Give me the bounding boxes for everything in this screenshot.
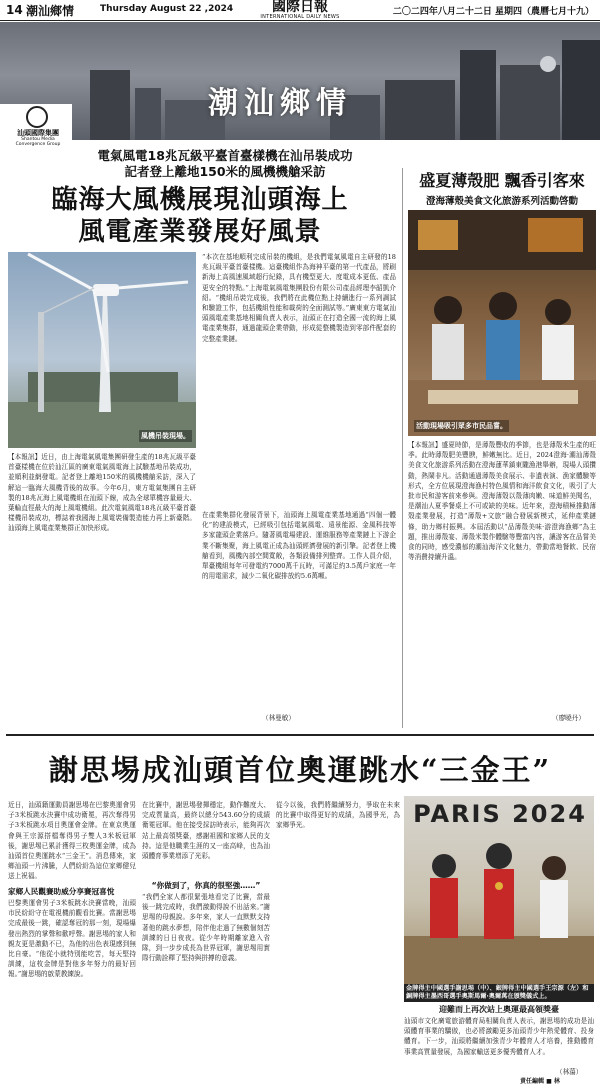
logo-name: 汕頭國際集團 bbox=[17, 129, 59, 137]
banner-title: 潮汕鄉情 bbox=[208, 86, 352, 121]
page-number: 14 bbox=[6, 3, 23, 17]
bottom-column-1: 近日，汕頭籍運動員謝思埸在巴黎奧運會男子3米板跳水決賽中成功衛冕，再次奪得男子3米板跳水項目奧運會金牌。在東京奧運會與王宗源搭檔奪得男子雙人3米板冠軍後，謝思埸已累計獲得三枚奧運金牌，成為汕頭首位奧運跳水“三金王”。消息傳來，家鄉汕頭一片沸騰，人們紛紛為這位家鄉健兒送上祝福。 bbox=[8, 801, 136, 881]
main-article-byline: （林曼敏） bbox=[262, 714, 295, 722]
bottom-section-head-2: “你做到了，你真的很堅強……” bbox=[151, 881, 261, 890]
bottom-column-3a: 從今以後，我們將繼續努力，爭取在未來的比賽中取得更好的成績，為國爭光，為家鄉爭光。 bbox=[276, 801, 400, 830]
paris-2024-text: PARIS 2024 bbox=[413, 800, 587, 828]
bottom-headline: 謝思埸成汕頭首位奧運跳水“三金王” bbox=[48, 753, 552, 787]
bottom-article-byline: （林蕩） bbox=[556, 1068, 583, 1076]
bottom-column-2b: “我們全家人都很緊張地看完了比賽，當最後一跳完成時，我們激動得說不出話來。”謝思埸的母親說。多年來，家人一直默默支持著他的跳水夢想，陪伴他走過了無數個刻苦訓練的日日夜夜。從少年時期離家進入省隊，到一步步成長為世界冠軍，謝思埸用實際行動詮釋了堅持與拼搏的意義。 bbox=[142, 893, 270, 963]
logo-english: Shantou Media Convergence Group bbox=[15, 137, 61, 147]
media-group-logo bbox=[6, 106, 66, 146]
main-subheadline-line-1: 電氣風電18兆瓦級平臺首臺樣機在汕吊裝成功 bbox=[97, 148, 353, 163]
right-subheadline: 澄海薄殼美食文化旅游系列活動啓動 bbox=[425, 196, 578, 207]
masthead-title: 國際日報 bbox=[272, 0, 328, 15]
right-headline: 盛夏薄殼肥 飄香引客來 bbox=[419, 171, 585, 190]
editor-credit: 責任編輯 ■ 林 bbox=[520, 1078, 560, 1085]
wind-turbine-icon bbox=[8, 252, 196, 448]
bottom-column-2: 在比賽中，謝思埸發揮穩定，動作難度大、完成質量高，最終以總分543.60分的成績衛冕冠軍。他在接受採訪時表示，能夠再次站上最高領獎臺，感謝祖國和家鄉人民的支持。這是他職業生涯的又一座高峰，也為汕頭體育事業增添了光彩。 bbox=[142, 801, 270, 861]
logo-mark-icon bbox=[26, 106, 48, 128]
main-article-column-2: “本次在基地順利完成吊裝的機組，是我們電氣風電自主研發的18兆瓦級平臺首臺樣機。這臺機組作為海神平臺的第一代產品，將刷新海上高風速風域超行紀錄，具有機型更大、度電成本更低、產品更安全的特點。”上海電氣風電集團股份有限公司產品經理李韶凱介紹。“機組吊裝完成後，我們將在此機位點上持續進行一系列調試和驗證工作，包括機組性能和載荷的全面測試等。”廣東東方電氣汕頭風電產業基地相關負責人表示，汕頭正在打造全國一流的海上風電產業集群，通過龍頭企業帶動，形成從整機製造到零部件配套的完整產業鏈。 bbox=[202, 253, 396, 343]
bottom-section-head-1: 家鄉人民觀賽助威分享賽冠喜悅 bbox=[8, 887, 115, 896]
wind-turbine-caption: 風機吊裝現場。 bbox=[141, 432, 190, 440]
masthead-english: INTERNATIONAL DAILY NEWS bbox=[260, 14, 340, 20]
podium-caption: 金牌得主中國選手謝思埸（中）、銀牌得主中國選手王宗源（左）和銅牌得主墨西哥選手奧斯馬爾·奧爾萬在頒獎儀式上。 bbox=[404, 984, 594, 1002]
bottom-column-4: 汕頭市文化廣電旅游體育局相關負責人表示，謝思埸的成功是汕頭體育事業的驕傲，也必將激勵更多汕頭青少年熱愛體育、投身體育。下一步，汕頭將繼續加強青少年體育人才培養，推動體育事業高質量發展，為國家輸送更多優秀體育人才。 bbox=[404, 1017, 594, 1056]
column-divider bbox=[402, 168, 403, 728]
right-article-byline: （廖曉丹） bbox=[552, 714, 585, 722]
food-festival-caption: 活動現場吸引眾多市民品嘗。 bbox=[416, 422, 507, 430]
bottom-subheadline: 迎難而上再次站上奧運最高領獎臺 bbox=[439, 1005, 559, 1014]
main-article-column-3: 在產業集群化發展背景下，汕頭海上風電產業基地通過“四個一體化”的建設模式，已經吸引包括電氣風電、遠景能源、金風科技等多家龍頭企業落戶。隨著風電場建設、運維服務等產業鏈上下游企業不斷集聚，海上風電正成為汕頭經濟發展的新引擎。記者登上機艙看到，風機內部空間寬敞，各類設備排列整齊。工作人員介紹，單臺機組每年可發電約7000萬千瓦時，可滿足約3.5萬戶家庭一年的用電需求，減少二氧化碳排放約5.6萬噸。 bbox=[202, 511, 396, 581]
date-english: Thursday August 22 ,2024 bbox=[100, 4, 234, 14]
wind-turbine-photo bbox=[8, 252, 196, 448]
bottom-column-1b: 巴黎奧運會男子3米板跳水決賽當晚，汕頭市民紛紛守在電視機前觀看比賽。當謝思埸完成最後一跳，確認奪冠的那一刻，現場爆發出熱烈的掌聲和歡呼聲。謝思埸的家人和親友更是激動不已，為他的出色表現感到無比自豪。“他從小就特別能吃苦，每天堅持訓練，這枚金牌是對他多年努力的最好回報。”謝思埸的啟蒙教練說。 bbox=[8, 899, 136, 979]
section-divider bbox=[6, 734, 594, 736]
food-festival-photo bbox=[408, 210, 596, 436]
right-article-text: 【本報訊】盛夏時節，是薄殼豐收的季節，也是薄殼米生產的旺季。此時薄殼肥美豐腴，鮮嫩無比。近日，2024澄海·潮汕薄殼美食文化旅游系列活動在澄海蓮華鎮東隴漁港舉辦，現場人頭攢動，熱鬧非凡。活動通過薄殼美食展示、非遺表演、漁家體驗等形式，全方位展現澄海漁村特色風情和海洋飲食文化，吸引了大批市民和游客前來參與。澄海薄殼以殼薄肉嫩、味道鮮美聞名，是潮汕人夏季餐桌上不可或缺的美味。近年來，澄海積極推動薄殼產業發展，打造“薄殼+文旅”融合發展新模式，延伸產業鏈條，助力鄉村振興。本屆活動以“品薄殼美味·游澄海漁鄉”為主題，推出薄殼宴、薄殼米製作體驗等豐富內容，讓游客在品嘗美食的同時，感受濃郁的潮汕海洋文化魅力，帶動當地餐飲、民宿等消費持續升溫。 bbox=[408, 441, 596, 562]
date-chinese: 二〇二四年八月二十二日 星期四（農曆七月十九） bbox=[392, 7, 594, 17]
main-headline-line-2: 風電產業發展好風景 bbox=[78, 217, 322, 247]
main-article-column-1: 【本報訊】近日，由上海電氣風電集團研發生產的18兆瓦級平臺首臺樣機在位於汕江區的廣東電氣風電海上試驗基地吊裝成功，並順利並網發電。記者登上離地150米的風機機艙采訪，深入了解這一臨海大風機背後的故事。今年6月，東方電氣集團自主研製的18兆瓦海上風電機組在汕頭下線，成為全球單機容量最大、葉輪直徑最大的海上風電機組。此次電氣風電18兆瓦級平臺首臺樣機吊裝成功，標誌着我國海上風電裝備製造能力再上新臺階。汕頭海上風電產業集群正加快形成。 bbox=[8, 453, 196, 533]
main-subheadline bbox=[70, 148, 380, 180]
page-header bbox=[0, 0, 600, 21]
main-headline bbox=[8, 184, 392, 248]
section-name: 潮汕鄉情 bbox=[26, 4, 75, 18]
main-subheadline-line-2: 記者登上離地150米的風機機艙采訪 bbox=[124, 164, 326, 179]
main-headline-line-1: 臨海大風機展現汕頭海上 bbox=[51, 185, 349, 215]
crowd-photo-icon bbox=[408, 210, 596, 436]
masthead bbox=[250, 0, 350, 20]
